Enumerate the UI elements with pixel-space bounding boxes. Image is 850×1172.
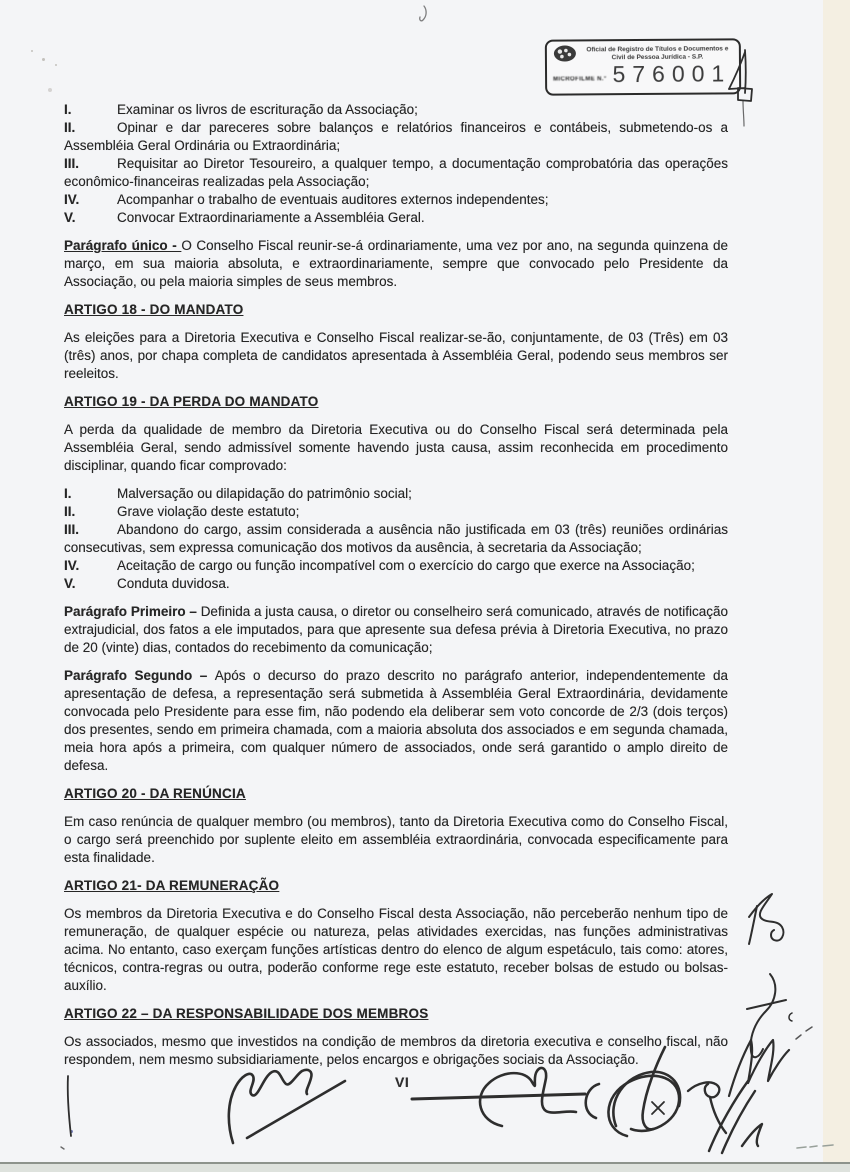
list-item-text: Grave violação deste estatuto; xyxy=(117,504,300,519)
paragraph-label: Parágrafo Segundo – xyxy=(64,668,215,683)
list-item-text: Examinar os livros de escrituração da Associação; xyxy=(117,102,418,117)
list-item-numeral: V. xyxy=(64,576,76,591)
artigo-19-body: A perda da qualidade de membro da Diretoria Executiva ou do Conselho Fiscal será determinada pela Assembléia Geral, sendo admissível somente havendo justa causa, assim reconhecida em procedimento disciplinar, quando ficar comprovado: xyxy=(64,422,728,473)
microfilm-label: MICROFILME N.º xyxy=(553,76,607,83)
paragrafo-unico xyxy=(64,237,728,291)
page-number-marker: VI xyxy=(395,1074,410,1090)
paper-speck xyxy=(42,58,45,61)
list-item xyxy=(64,119,728,155)
list-item-text: Conduta duvidosa. xyxy=(117,576,230,591)
artigo-20-heading: ARTIGO 20 - DA RENÚNCIA xyxy=(64,786,246,801)
artigo-21-body: Os membros da Diretoria Executiva e do Conselho Fiscal desta Associação, não perceberão nenhum tipo de remuneração, de qualquer espécie ou natureza, pelas atividades exercidas, nas funções administrativas acima. No entanto, caso exerçam funções artísticas dentro do elenco de algum espetáculo, tais como: atores, técnicos, contra-regras ou outra, poderão conforme rege este estatuto, receber bolsas de estudo ou bolsas-auxílio. xyxy=(64,906,728,993)
list-item-numeral: II. xyxy=(64,504,76,519)
paragraph-label: Parágrafo único - xyxy=(64,238,182,253)
scan-bottom-edge xyxy=(0,1162,850,1172)
paper-speck xyxy=(48,88,52,92)
list-item-numeral: V. xyxy=(64,210,76,225)
list-item xyxy=(64,209,728,227)
paper-speck xyxy=(31,50,33,52)
margin-initials-top xyxy=(749,894,783,944)
list-item-text: Opinar e dar pareceres sobre balanços e relatórios financeiros e contábeis, submetendo-os a Assembléia Geral Ordinária ou Extraordinária; xyxy=(64,120,728,153)
list-item-numeral: I. xyxy=(64,102,72,117)
paragraph-text: Após o decurso do prazo descrito no parágrafo anterior, independentemente da apresentação de defesa, a representação será submetida à Assembléia Geral Extraordinária, devidamente convocada pelo Presidente para esse fim, não podendo ela deliberar sem voto concorde de 2/3 (dois terços) dos presentes, sendo em primeira chamada, com a maioria absoluta dos associados e em segunda chamada, meia hora após a primeira, com qualquer número de associados, onde será garantido o amplo direito de defesa. xyxy=(64,668,729,773)
list-item-numeral: III. xyxy=(64,522,80,537)
list-item-numeral: IV. xyxy=(64,558,80,573)
list-item-text: Acompanhar o trabalho de eventuais auditores externos independentes; xyxy=(117,192,549,207)
list-item-text: Convocar Extraordinariamente a Assembléia Geral. xyxy=(117,210,425,225)
stray-pen-mark xyxy=(420,6,426,21)
left-margin-tick xyxy=(61,1076,71,1149)
paragrafo-primeiro xyxy=(64,603,728,657)
list-item-text: Malversação ou dilapidação do patrimônio social; xyxy=(117,486,412,501)
microfilm-number: 576001 xyxy=(612,60,732,88)
list-item xyxy=(64,101,728,119)
list-item-text: Requisitar ao Diretor Tesoureiro, a qualquer tempo, a documentação comprobatória das operações econômico-financeiras realizadas pela Associação; xyxy=(64,156,728,189)
artigo-18-body: As eleições para a Diretoria Executiva e Conselho Fiscal realizar-se-ão, conjuntamente, de 03 (Três) em 03 (três) anos, por chapa completa de candidatos apresentada à Assembléia Geral, podendo seus membros ser reeleitos. xyxy=(64,330,728,381)
list-item xyxy=(64,155,728,191)
list-item-numeral: II. xyxy=(64,120,76,135)
paragraph-label: Parágrafo Primeiro – xyxy=(64,604,201,619)
scan-backing-right-edge xyxy=(823,0,850,1170)
list-item-numeral: III. xyxy=(64,156,80,171)
list-item xyxy=(64,503,728,521)
signature-scribble-1 xyxy=(229,1070,345,1143)
list-item-numeral: IV. xyxy=(64,192,80,207)
artigo-18-heading: ARTIGO 18 - DO MANDATO xyxy=(64,302,244,317)
stamp-office-line2: Civil de Pessoa Jurídica - S.P. xyxy=(611,53,704,62)
margin-scribble-lower xyxy=(729,1027,812,1096)
artigo-22-body: Os associados, mesmo que investidos na condição de membros da diretoria executiva e conselho fiscal, não respondem, nem mesmo subsidiariamente, pelos encargos e obrigações sociais da Associação. xyxy=(64,1034,728,1067)
stamp-office-line1: Oficial de Registro de Títulos e Documentos e xyxy=(586,45,729,54)
paragraph-text: O Conselho Fiscal reunir-se-á ordinariamente, uma vez por ano, na segunda quinzena de março, em sua maioria absoluta, e extraordinariamente, sempre que convocado pelo Presidente da Associação, ou pela maioria simples de seus membros. xyxy=(64,238,728,289)
artigo-22-heading: ARTIGO 22 – DA RESPONSABILIDADE DOS MEMBROS xyxy=(64,1006,429,1021)
margin-scribble-middle xyxy=(747,974,792,1057)
artigo-19-heading: ARTIGO 19 - DA PERDA DO MANDATO xyxy=(64,394,319,409)
list-item xyxy=(64,191,728,209)
list-item xyxy=(64,557,728,575)
list-item xyxy=(64,575,728,593)
list-item xyxy=(64,521,728,557)
list-item-text: Abandono do cargo, assim considerada a ausência não justificada em 03 (três) reuniões ordinárias consecutivas, sem expressa comunicação dos motivos da ausência, à secretaria da Associação; xyxy=(64,522,728,555)
fiscal-duties-list xyxy=(64,101,728,227)
paragrafo-segundo xyxy=(64,667,728,775)
perda-mandato-list xyxy=(64,485,728,593)
paper-speck xyxy=(55,64,57,66)
paragraph-text: Definida a justa causa, o diretor ou conselheiro será comunicado, através de notificação extrajudicial, dos fatos a ele imputados, para que apresente sua defesa prévia à Diretoria Executiva, no prazo de 20 (vinte) dias, contados do recebimento da comunicação; xyxy=(64,604,728,655)
signature-scribble-4 xyxy=(688,1082,726,1133)
list-item xyxy=(64,485,728,503)
artigo-21-heading: ARTIGO 21- DA REMUNERAÇÃO xyxy=(64,878,280,893)
list-item-text: Aceitação de cargo ou função incompatível com o exercício do cargo que exerce na Associação; xyxy=(117,558,695,573)
registry-stamp xyxy=(545,38,741,95)
margin-slash-strokes xyxy=(709,1081,762,1153)
artigo-20-body: Em caso renúncia de qualquer membro (ou membros), tanto da Diretoria Executiva como do Conselho Fiscal, o cargo será preenchido por suplente eleito em assembléia extraordinária, convocada especificamente para esta finalidade. xyxy=(64,814,728,865)
list-item-numeral: I. xyxy=(64,486,72,501)
document-body xyxy=(64,101,728,1079)
registry-seal-icon xyxy=(553,44,577,62)
paper-speck xyxy=(70,1130,73,1133)
